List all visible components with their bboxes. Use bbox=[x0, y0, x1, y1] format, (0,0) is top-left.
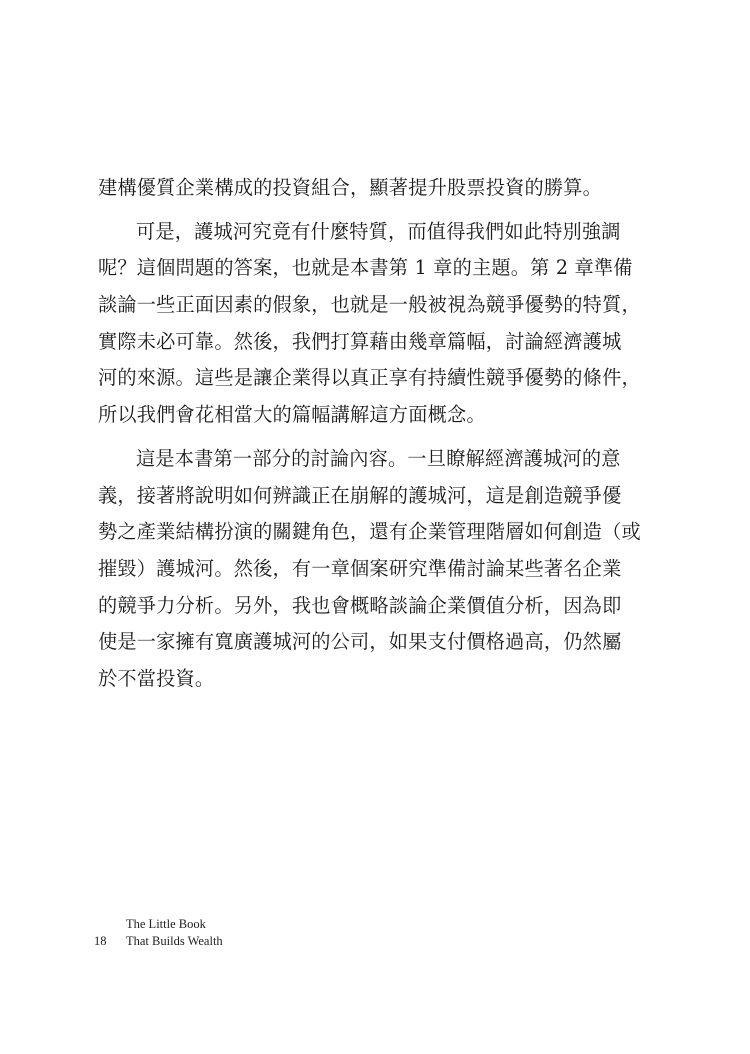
paragraph-3-line-1: 這是本書第一部分的討論內容。一旦瞭解經濟護城河的意 bbox=[136, 446, 621, 470]
page-number: 18 bbox=[94, 934, 107, 948]
running-title-line-2: That Builds Wealth bbox=[126, 934, 223, 948]
paragraph-2-line-2: 呢？這個問題的答案，也就是本書第 1 章的主題。第 2 章準備 bbox=[98, 256, 633, 280]
paragraph-3-line-3: 勢之產業結構扮演的關鍵角色，還有企業管理階層如何創造（或 bbox=[98, 520, 641, 544]
paragraph-3-line-6: 使是一家擁有寬廣護城河的公司，如果支付價格過高，仍然屬 bbox=[98, 630, 622, 654]
paragraph-2-line-6: 所以我們會花相當大的篇幅講解這方面概念。 bbox=[98, 403, 486, 427]
paragraph-3-line-2: 義，接著將說明如何辨識正在崩解的護城河，這是創造競爭優 bbox=[98, 483, 622, 507]
paragraph-2-line-5: 河的來源。這些是讓企業得以真正享有持續性競爭優勢的條件， bbox=[98, 366, 641, 390]
paragraph-3-line-5: 的競爭力分析。另外，我也會概略談論企業價值分析，因為即 bbox=[98, 593, 622, 617]
paragraph-1-line-1: 建構優質企業構成的投資組合，顯著提升股票投資的勝算。 bbox=[98, 176, 603, 199]
paragraph-2-line-3: 談論一些正面因素的假象，也就是一般被視為競爭優勢的特質， bbox=[98, 293, 641, 317]
running-title-line-1: The Little Book bbox=[126, 917, 206, 931]
paragraph-3-line-4: 摧毀）護城河。然後，有一章個案研究準備討論某些著名企業 bbox=[98, 556, 622, 580]
paragraph-3-line-7: 於不當投資。 bbox=[98, 666, 215, 690]
paragraph-2-line-4: 實際未必可靠。然後，我們打算藉由幾章篇幅，討論經濟護城 bbox=[98, 329, 622, 353]
body-text bbox=[98, 170, 641, 698]
paragraph-2-line-1: 可是，護城河究竟有什麼特質，而值得我們如此特別強調 bbox=[136, 219, 621, 243]
